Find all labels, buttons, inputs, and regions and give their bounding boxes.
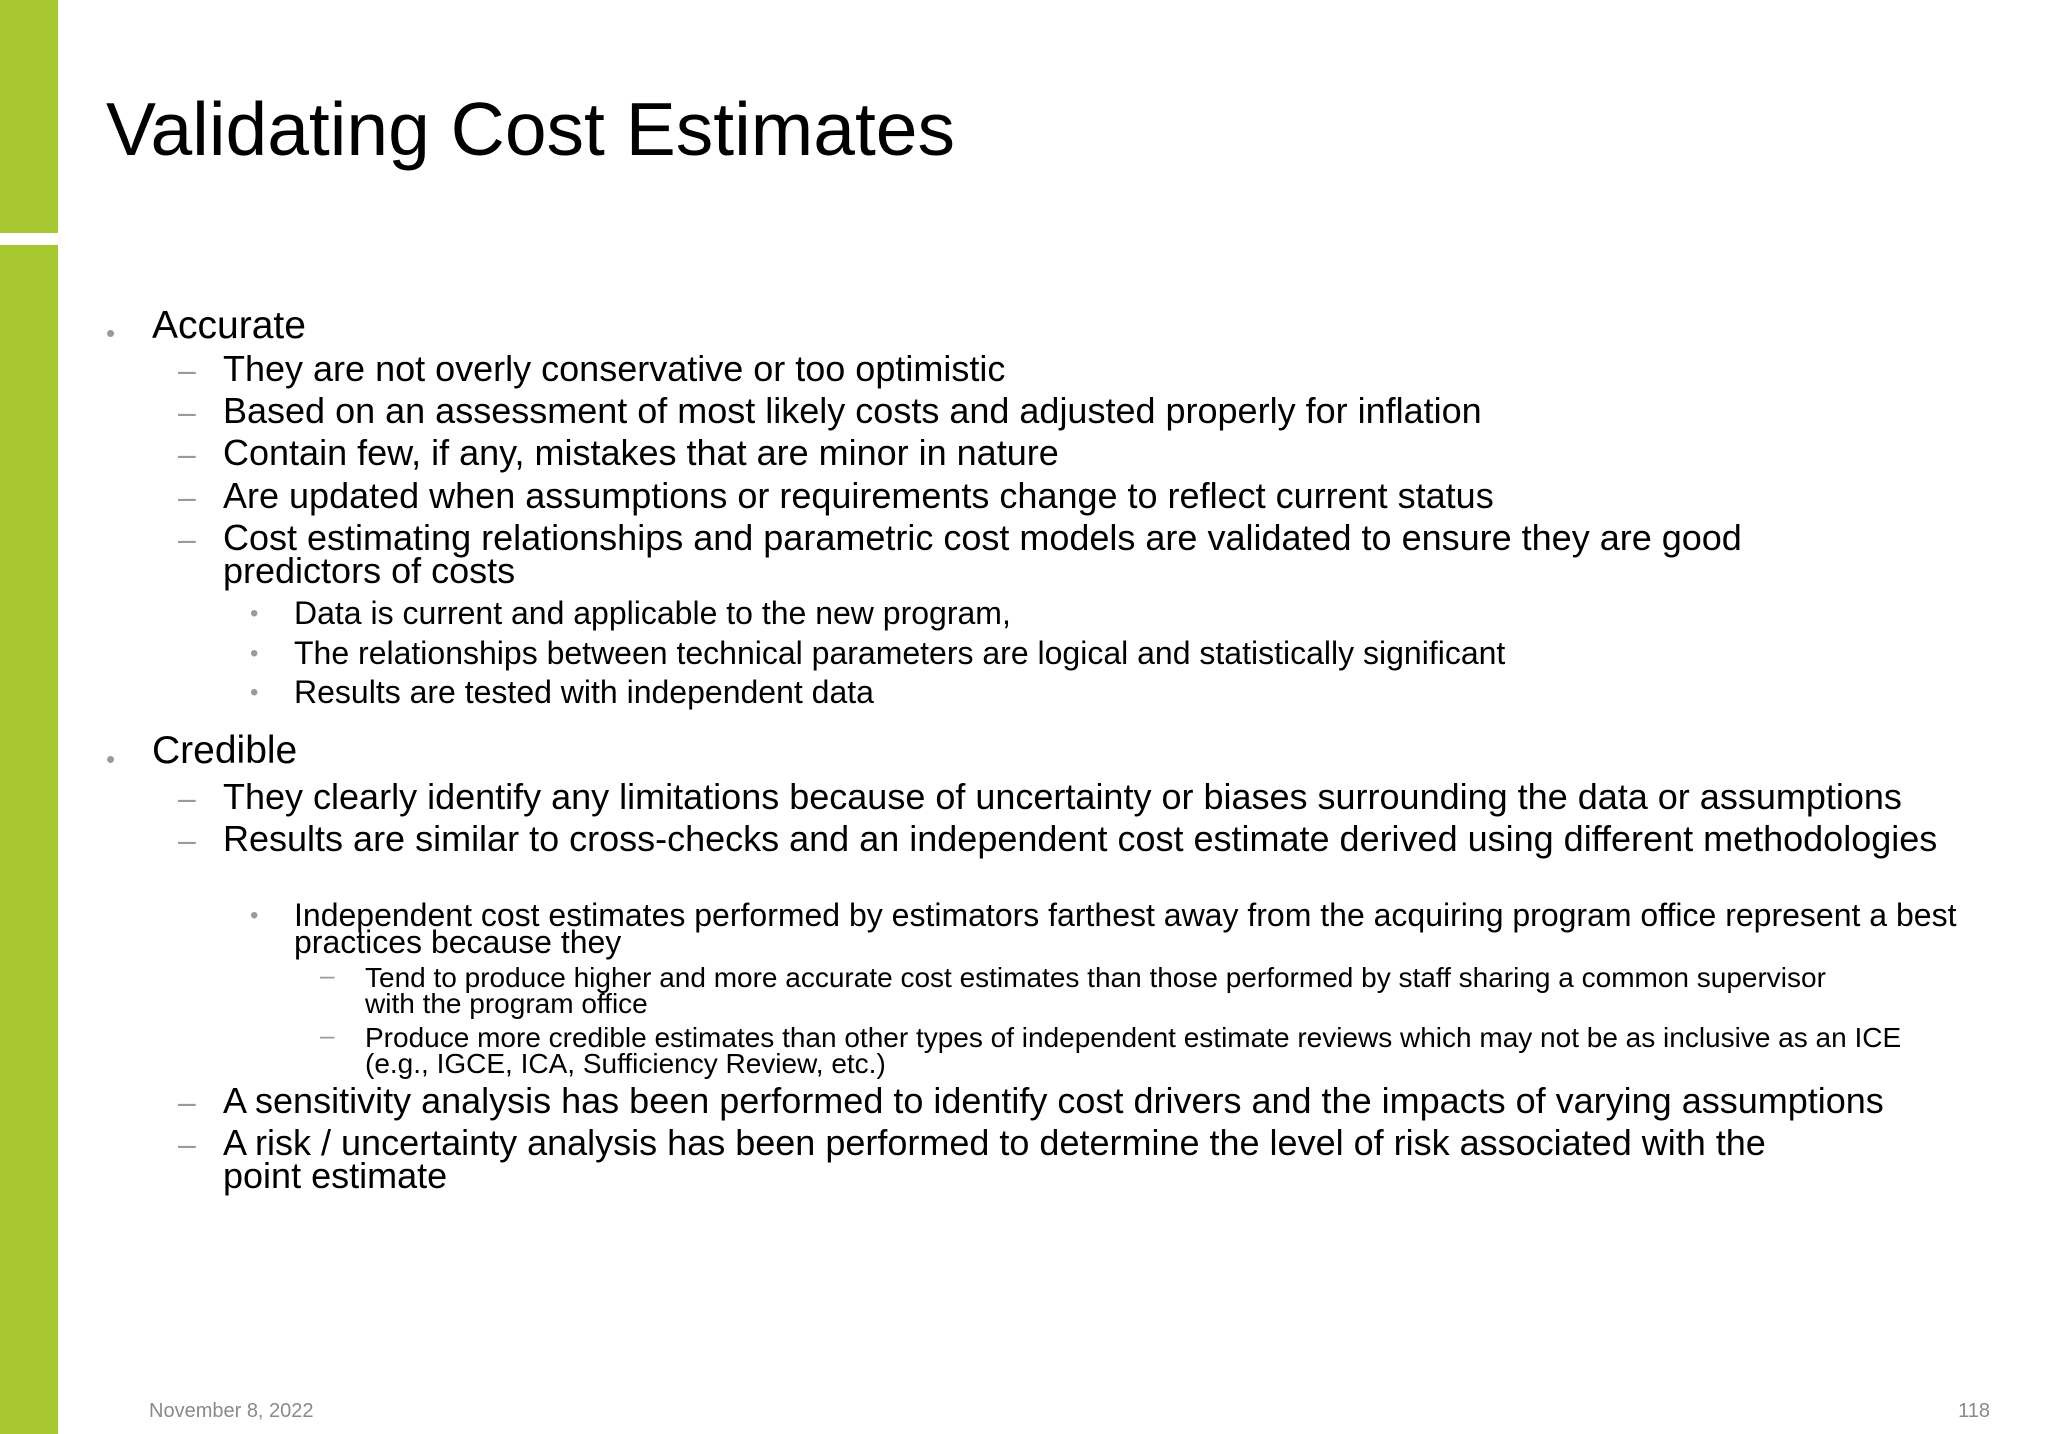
dash-marker-icon: –	[178, 521, 196, 557]
dash-marker-icon: –	[178, 352, 196, 388]
bullet-text-line: Data is current and applicable to the new program,	[294, 595, 1011, 631]
bullet-text-line: (e.g., IGCE, ICA, Sufficiency Review, etc.)	[365, 1048, 886, 1079]
bullet-text-line: with the program office	[365, 988, 648, 1019]
dash-marker-icon: –	[178, 394, 196, 430]
dash-marker-icon: –	[178, 780, 196, 816]
dash-marker-icon: –	[178, 436, 196, 472]
bullet-text-line: Credible	[152, 729, 298, 772]
dash-marker-icon: –	[178, 1084, 196, 1120]
bullet-marker-icon: •	[250, 679, 259, 706]
bullet-marker-icon: •	[250, 902, 259, 929]
bullet-text-line: The relationships between technical parameters are logical and statistically significant	[294, 635, 1506, 671]
bullet-text-line: Contain few, if any, mistakes that are minor in nature	[223, 432, 1059, 473]
dash-marker-icon: –	[320, 1020, 335, 1050]
bullet-text-line: Results are tested with independent data	[294, 674, 874, 710]
dash-marker-icon: –	[178, 1126, 196, 1162]
bullet-text-line: They are not overly conservative or too optimistic	[223, 348, 1006, 389]
dash-marker-icon: –	[178, 822, 196, 858]
bullet-text-line: predictors of costs	[223, 550, 516, 591]
bullet-text-line: practices because they	[294, 924, 622, 960]
accent-bar-bottom	[0, 245, 58, 1434]
dash-marker-icon: –	[320, 960, 335, 990]
bullet-text-line: Results are similar to cross-checks and an independent cost estimate derived using different methodologies	[223, 818, 1938, 859]
bullet-text-line: Independent cost estimates performed by estimators farthest away from the acquiring program office represent a best	[294, 897, 1957, 933]
page-number: 118	[1958, 1400, 1990, 1422]
bullet-text-line: Based on an assessment of most likely costs and adjusted properly for inflation	[223, 390, 1482, 431]
bullet-text-line: Cost estimating relationships and parametric cost models are validated to ensure they are good	[223, 517, 1742, 558]
bullet-text-line: Tend to produce higher and more accurate cost estimates than those performed by staff sharing a common supervisor	[365, 962, 1826, 993]
bullet-text-line: Accurate	[152, 304, 306, 347]
bullet-marker-icon: •	[250, 640, 259, 667]
dash-marker-icon: –	[178, 479, 196, 515]
bullet-text-line: They clearly identify any limitations because of uncertainty or biases surrounding the data or assumptions	[223, 776, 1902, 817]
accent-bar-top	[0, 0, 58, 233]
bullet-marker-icon: •	[106, 744, 116, 774]
bullet-text-line: Are updated when assumptions or requirements change to reflect current status	[223, 475, 1494, 516]
bullet-text-line: A risk / uncertainty analysis has been performed to determine the level of risk associated with the	[223, 1122, 1766, 1163]
slide-title: Validating Cost Estimates	[106, 87, 955, 171]
bullet-text-line: point estimate	[223, 1155, 448, 1196]
footer-date: November 8, 2022	[149, 1400, 314, 1422]
bullet-marker-icon: •	[250, 600, 259, 627]
bullet-text-line: A sensitivity analysis has been performed to identify cost drivers and the impacts of varying assumptions	[223, 1080, 1884, 1121]
bullet-marker-icon: •	[106, 318, 116, 348]
bullet-text-line: Produce more credible estimates than other types of independent estimate reviews which may not be as inclusive as an ICE	[365, 1022, 1902, 1053]
